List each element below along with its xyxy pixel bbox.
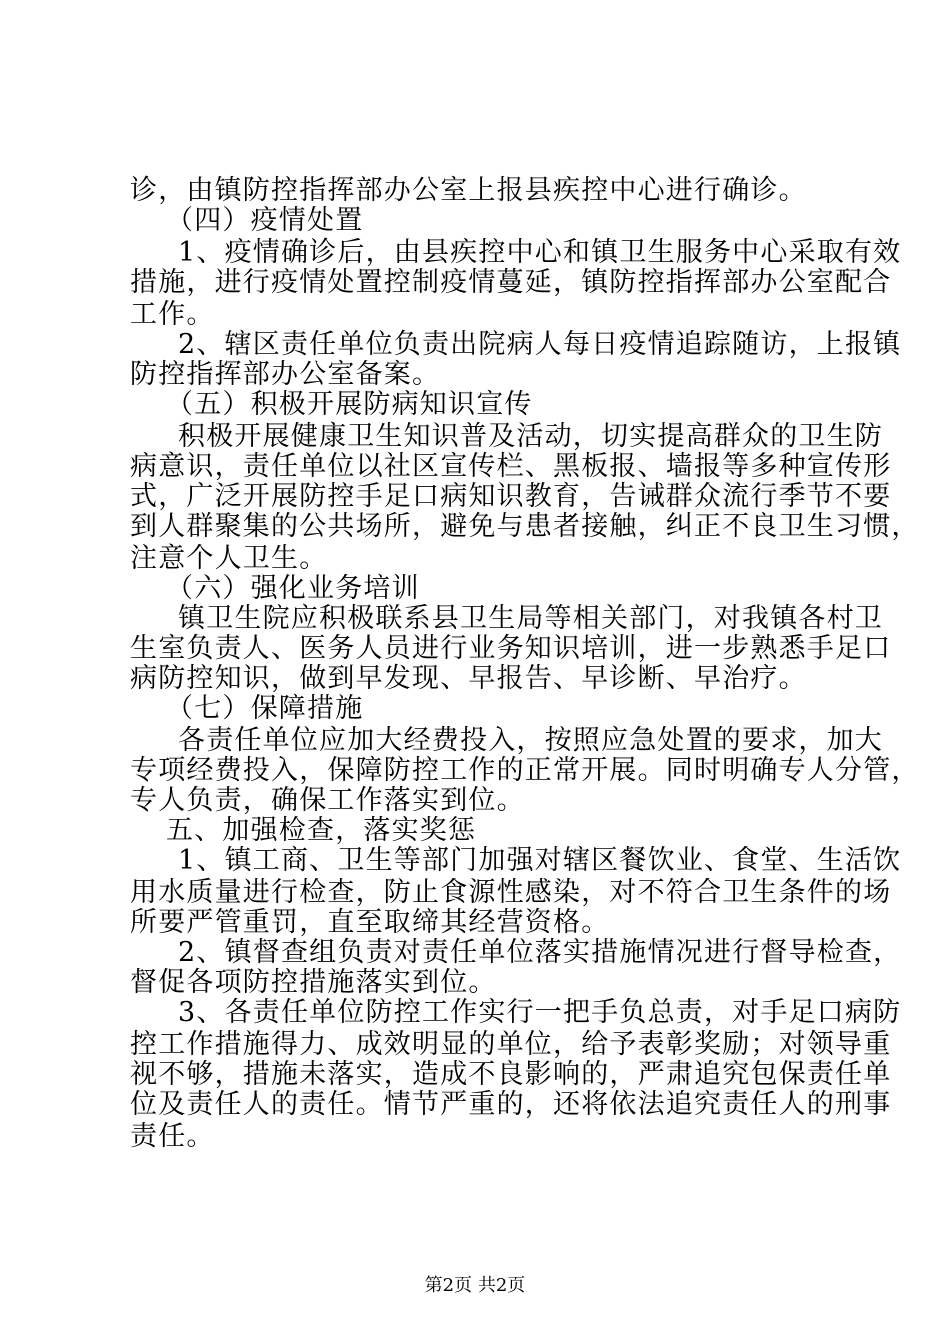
section-heading: （五）积极开展防病知识宣传	[166, 389, 533, 420]
body-line: 式，广泛开展防控手足口病知识教育，告诫群众流行季节不要	[130, 481, 892, 512]
body-line: 病意识，责任单位以社区宣传栏、黑板报、墙报等多种宣传形	[130, 451, 892, 482]
body-line: 工作。	[130, 299, 215, 330]
body-line: 1、镇工商、卫生等部门加强对辖区餐饮业、食堂、生活饮	[178, 845, 902, 876]
section-heading: （四）疫情处置	[166, 205, 364, 236]
body-line: 责任。	[130, 1121, 215, 1152]
body-line: 镇卫生院应积极联系县卫生局等相关部门，对我镇各村卫	[178, 603, 883, 634]
body-line: 用水质量进行检查，防止食源性感染，对不符合卫生条件的场	[130, 877, 892, 908]
body-line: 注意个人卫生。	[130, 543, 328, 574]
body-line: 所要严管重罚，直至取缔其经营资格。	[130, 907, 610, 938]
body-line: 诊，由镇防控指挥部办公室上报县疾控中心进行确诊。	[130, 175, 807, 206]
section-heading: 五、加强检查，落实奖惩	[166, 815, 477, 846]
body-line: 到人群聚集的公共场所，避免与患者接触，纠正不良卫生习惯，	[130, 511, 920, 542]
body-line: 措施，进行疫情处置控制疫情蔓延，镇防控指挥部办公室配合	[130, 267, 892, 298]
body-line: 2、镇督查组负责对责任单位落实措施情况进行督导检查，	[178, 937, 902, 968]
body-line: 生室负责人、医务人员进行业务知识培训，进一步熟悉手足口	[130, 633, 892, 664]
body-line: 视不够，措施未落实，造成不良影响的，严肃追究包保责任单	[130, 1059, 892, 1090]
body-line: 位及责任人的责任。情节严重的，还将依法追究责任人的刑事	[130, 1089, 892, 1120]
section-heading: （七）保障措施	[166, 693, 364, 724]
body-line: 各责任单位应加大经费投入，按照应急处置的要求，加大	[178, 725, 883, 756]
body-line: 专项经费投入，保障防控工作的正常开展。同时明确专人分管，	[130, 755, 920, 786]
page-number-footer: 第2页 共2页	[424, 1275, 526, 1296]
body-line: 1、疫情确诊后，由县疾控中心和镇卫生服务中心采取有效	[178, 237, 902, 268]
body-line: 专人负责，确保工作落实到位。	[130, 785, 525, 816]
body-line: 病防控知识，做到早发现、早报告、早诊断、早治疗。	[130, 663, 807, 694]
body-line: 控工作措施得力、成效明显的单位，给予表彰奖励；对领导重	[130, 1029, 892, 1060]
section-heading: （六）强化业务培训	[166, 573, 420, 604]
body-line: 3、各责任单位防控工作实行一把手负总责，对手足口病防	[178, 997, 902, 1028]
body-line: 督促各项防控措施落实到位。	[130, 967, 497, 998]
body-line: 积极开展健康卫生知识普及活动，切实提高群众的卫生防	[178, 421, 883, 452]
body-line: 防控指挥部办公室备案。	[130, 359, 441, 390]
body-line: 2、辖区责任单位负责出院病人每日疫情追踪随访，上报镇	[178, 329, 902, 360]
